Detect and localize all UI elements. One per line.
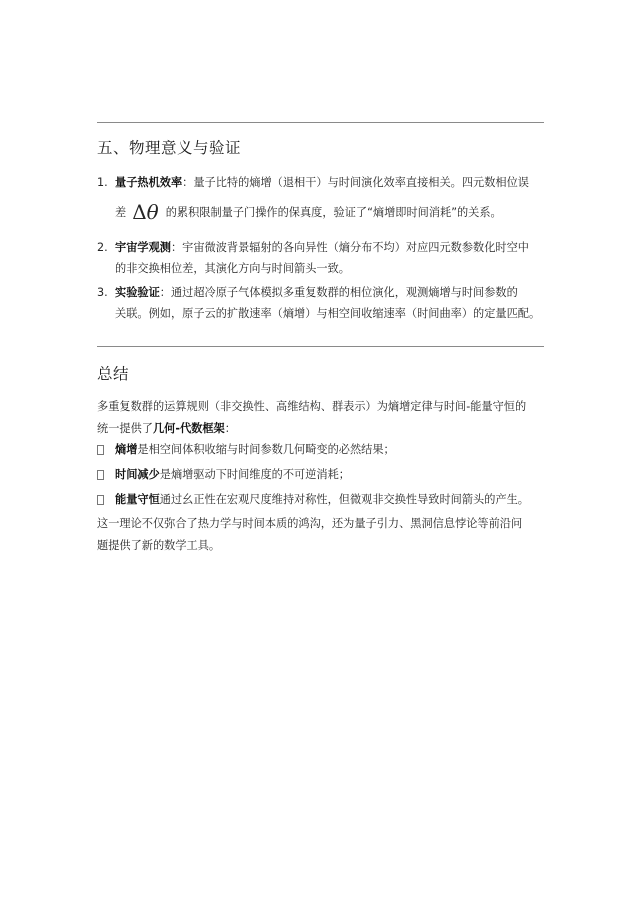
bullet-box-icon [97, 470, 104, 480]
bullet-text: 是相空间体积收缩与时间参数几何畸变的必然结果； [137, 443, 395, 456]
bullet-text: 通过幺正性在宏观尺度维持对称性，但微观非交换性导致时间箭头的产生。 [159, 493, 529, 506]
list-item [115, 175, 529, 191]
middle-divider [97, 346, 544, 347]
summary-text: ： [224, 422, 236, 435]
delta-theta-formula: Δθ [132, 200, 159, 224]
bullet-box-icon [97, 495, 104, 505]
item-text: 差 [115, 206, 127, 219]
list-item-continuation [115, 200, 502, 224]
list-number: 3. [97, 286, 108, 299]
list-item [115, 240, 529, 256]
bullet-bold: 能量守恒 [115, 493, 160, 506]
list-number: 1. [97, 176, 108, 189]
item-label: 宇宙学观测 [115, 241, 171, 254]
item-label: 量子热机效率 [115, 176, 183, 189]
item-text: ：通过超冷原子气体模拟多重复数群的相位演化，观测熵增与时间参数的 [159, 286, 518, 299]
item-text: 的累积限制量子门操作的保真度，验证了“熵增即时间消耗”的关系。 [165, 206, 502, 219]
top-divider [97, 122, 544, 123]
section-heading: 五、物理意义与验证 [97, 139, 242, 157]
bullet-bold: 时间减少 [115, 468, 160, 481]
summary-text: 统一提供了 [97, 422, 153, 435]
list-item [115, 285, 518, 301]
list-number: 2. [97, 241, 108, 254]
item-text: ：量子比特的熵增（退相干）与时间演化效率直接相关。四元数相位误 [182, 176, 529, 189]
closing-paragraph-continuation: 题提供了新的数学工具。 [97, 539, 221, 552]
bullet-item [115, 467, 350, 483]
bullet-bold: 熵增 [115, 443, 138, 456]
list-item-continuation: 的非交换相位差，其演化方向与时间箭头一致。 [115, 262, 350, 275]
summary-paragraph-continuation [97, 421, 236, 437]
item-text: ：宇宙微波背景辐射的各向异性（熵分布不均）对应四元数参数化时空中 [170, 241, 529, 254]
bullet-text: 是熵增驱动下时间维度的不可逆消耗； [159, 468, 350, 481]
summary-paragraph: 多重复数群的运算规则（非交换性、高维结构、群表示）为熵增定律与时间-能量守恒的 [97, 400, 527, 413]
summary-bold: 几何-代数框架 [152, 422, 225, 435]
list-item-continuation: 关联。例如，原子云的扩散速率（熵增）与相空间收缩速率（时间曲率）的定量匹配。 [115, 307, 541, 320]
summary-heading: 总结 [97, 365, 130, 383]
closing-paragraph: 这一理论不仅弥合了热力学与时间本质的鸿沟，还为量子引力、黑洞信息悖论等前沿问 [97, 517, 523, 530]
bullet-item [115, 492, 529, 508]
bullet-box-icon [97, 445, 104, 455]
bullet-item [115, 442, 395, 458]
item-label: 实验验证 [115, 286, 160, 299]
